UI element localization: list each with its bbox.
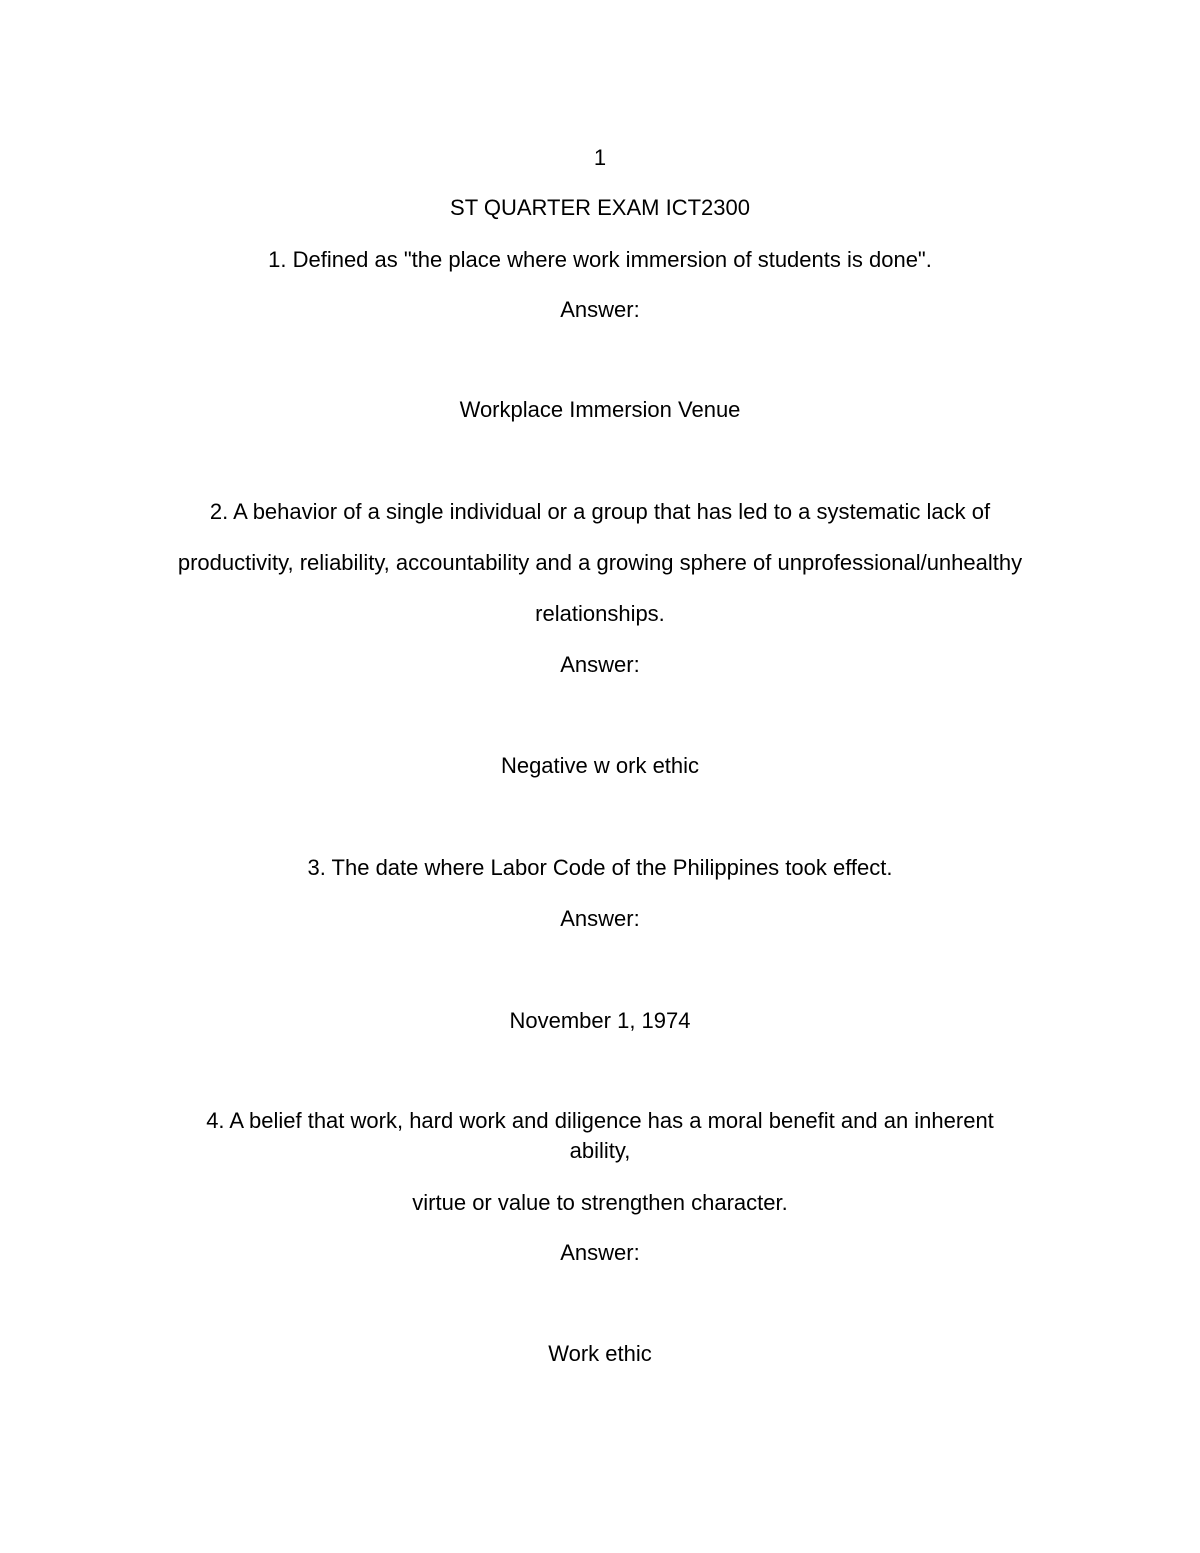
question-2-text-line-3: relationships. <box>535 601 665 626</box>
question-2-answer: Negative w ork ethic <box>500 753 700 778</box>
question-2-answer-label: Answer: <box>560 652 640 677</box>
exam-title: ST QUARTER EXAM ICT2300 <box>450 195 750 220</box>
question-4-text-line-1: 4. A belief that work, hard work and diligence has a moral benefit and an inherent <box>206 1108 994 1133</box>
question-3-text: 3. The date where Labor Code of the Philippines took effect. <box>307 855 893 880</box>
question-3-answer-label: Answer: <box>560 906 640 931</box>
page-number: 1 <box>593 145 607 170</box>
question-1-text: 1. Defined as "the place where work immersion of students is done". <box>268 247 932 272</box>
question-1-answer: Workplace Immersion Venue <box>459 397 741 422</box>
question-4-text-line-2: ability, <box>569 1138 631 1163</box>
question-1-answer-label: Answer: <box>560 297 640 322</box>
question-3-answer: November 1, 1974 <box>509 1008 691 1033</box>
question-4-answer-label: Answer: <box>560 1240 640 1265</box>
question-2-text-line-2: productivity, reliability, accountability and a growing sphere of unprofessional/unhealthy <box>177 550 1023 575</box>
question-2-text-line-1: 2. A behavior of a single individual or a group that has led to a systematic lack of <box>209 499 991 524</box>
question-4-text-line-3: virtue or value to strengthen character. <box>412 1190 788 1215</box>
question-4-answer: Work ethic <box>548 1341 652 1366</box>
